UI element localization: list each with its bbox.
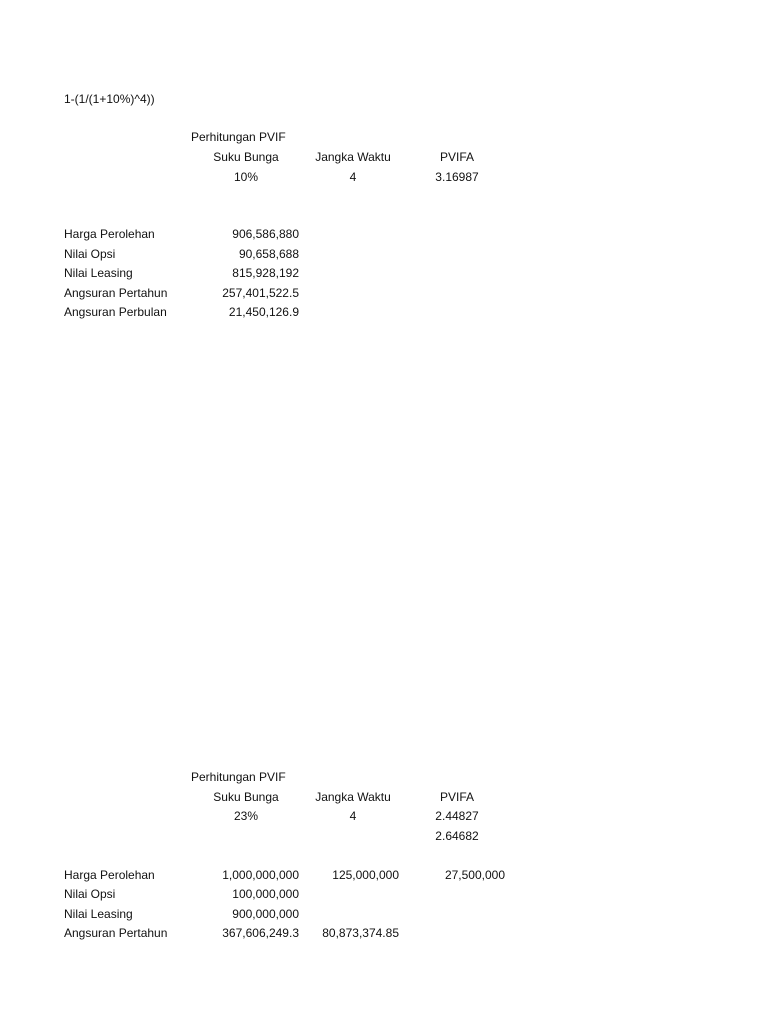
section1-row-value: 906,586,880 xyxy=(232,227,299,241)
section2-pvifa-value: 2.44827 xyxy=(435,809,479,823)
section2-row-value: 900,000,000 xyxy=(232,907,299,921)
section2-term-value: 4 xyxy=(349,809,357,823)
section2-row-label: Angsuran Pertahun xyxy=(64,926,168,940)
section1-header-rate: Suku Bunga xyxy=(213,150,279,164)
section1-rate-value: 10% xyxy=(233,170,259,184)
section1-header-pvifa: PVIFA xyxy=(439,150,475,164)
section1-header-term: Jangka Waktu xyxy=(315,150,391,164)
section2-row-extra2: 27,500,000 xyxy=(444,868,505,882)
section1-term-value: 4 xyxy=(349,170,357,184)
section1-row-value: 815,928,192 xyxy=(232,266,299,280)
section2-header-term: Jangka Waktu xyxy=(315,790,391,804)
section2-pvifa-value-2: 2.64682 xyxy=(435,829,479,843)
section1-row-label: Angsuran Pertahun xyxy=(64,286,168,300)
section1-row-value: 21,450,126.9 xyxy=(228,305,299,319)
section1-title: Perhitungan PVIF xyxy=(191,130,286,144)
section1-row-value: 257,401,522.5 xyxy=(222,286,299,300)
section2-header-rate: Suku Bunga xyxy=(213,790,279,804)
section2-row-value: 100,000,000 xyxy=(232,887,299,901)
section1-row-label: Nilai Opsi xyxy=(64,247,116,261)
section2-row-label: Nilai Leasing xyxy=(64,907,133,921)
section2-row-label: Harga Perolehan xyxy=(64,868,155,882)
section2-row-label: Nilai Opsi xyxy=(64,887,116,901)
section1-row-label: Nilai Leasing xyxy=(64,266,133,280)
section2-row-extra1: 80,873,374.85 xyxy=(322,926,399,940)
section2-rate-value: 23% xyxy=(233,809,259,823)
section1-row-label: Harga Perolehan xyxy=(64,227,155,241)
section1-row-value: 90,658,688 xyxy=(238,247,299,261)
section2-row-value: 1,000,000,000 xyxy=(222,868,299,882)
section2-title: Perhitungan PVIF xyxy=(191,770,286,784)
formula-text: 1-(1/(1+10%)^4)) xyxy=(64,92,155,106)
section2-row-extra1: 125,000,000 xyxy=(332,868,399,882)
section1-row-label: Angsuran Perbulan xyxy=(64,305,167,319)
section2-row-value: 367,606,249.3 xyxy=(222,926,299,940)
section2-header-pvifa: PVIFA xyxy=(439,790,475,804)
section1-pvifa-value: 3.16987 xyxy=(435,170,479,184)
